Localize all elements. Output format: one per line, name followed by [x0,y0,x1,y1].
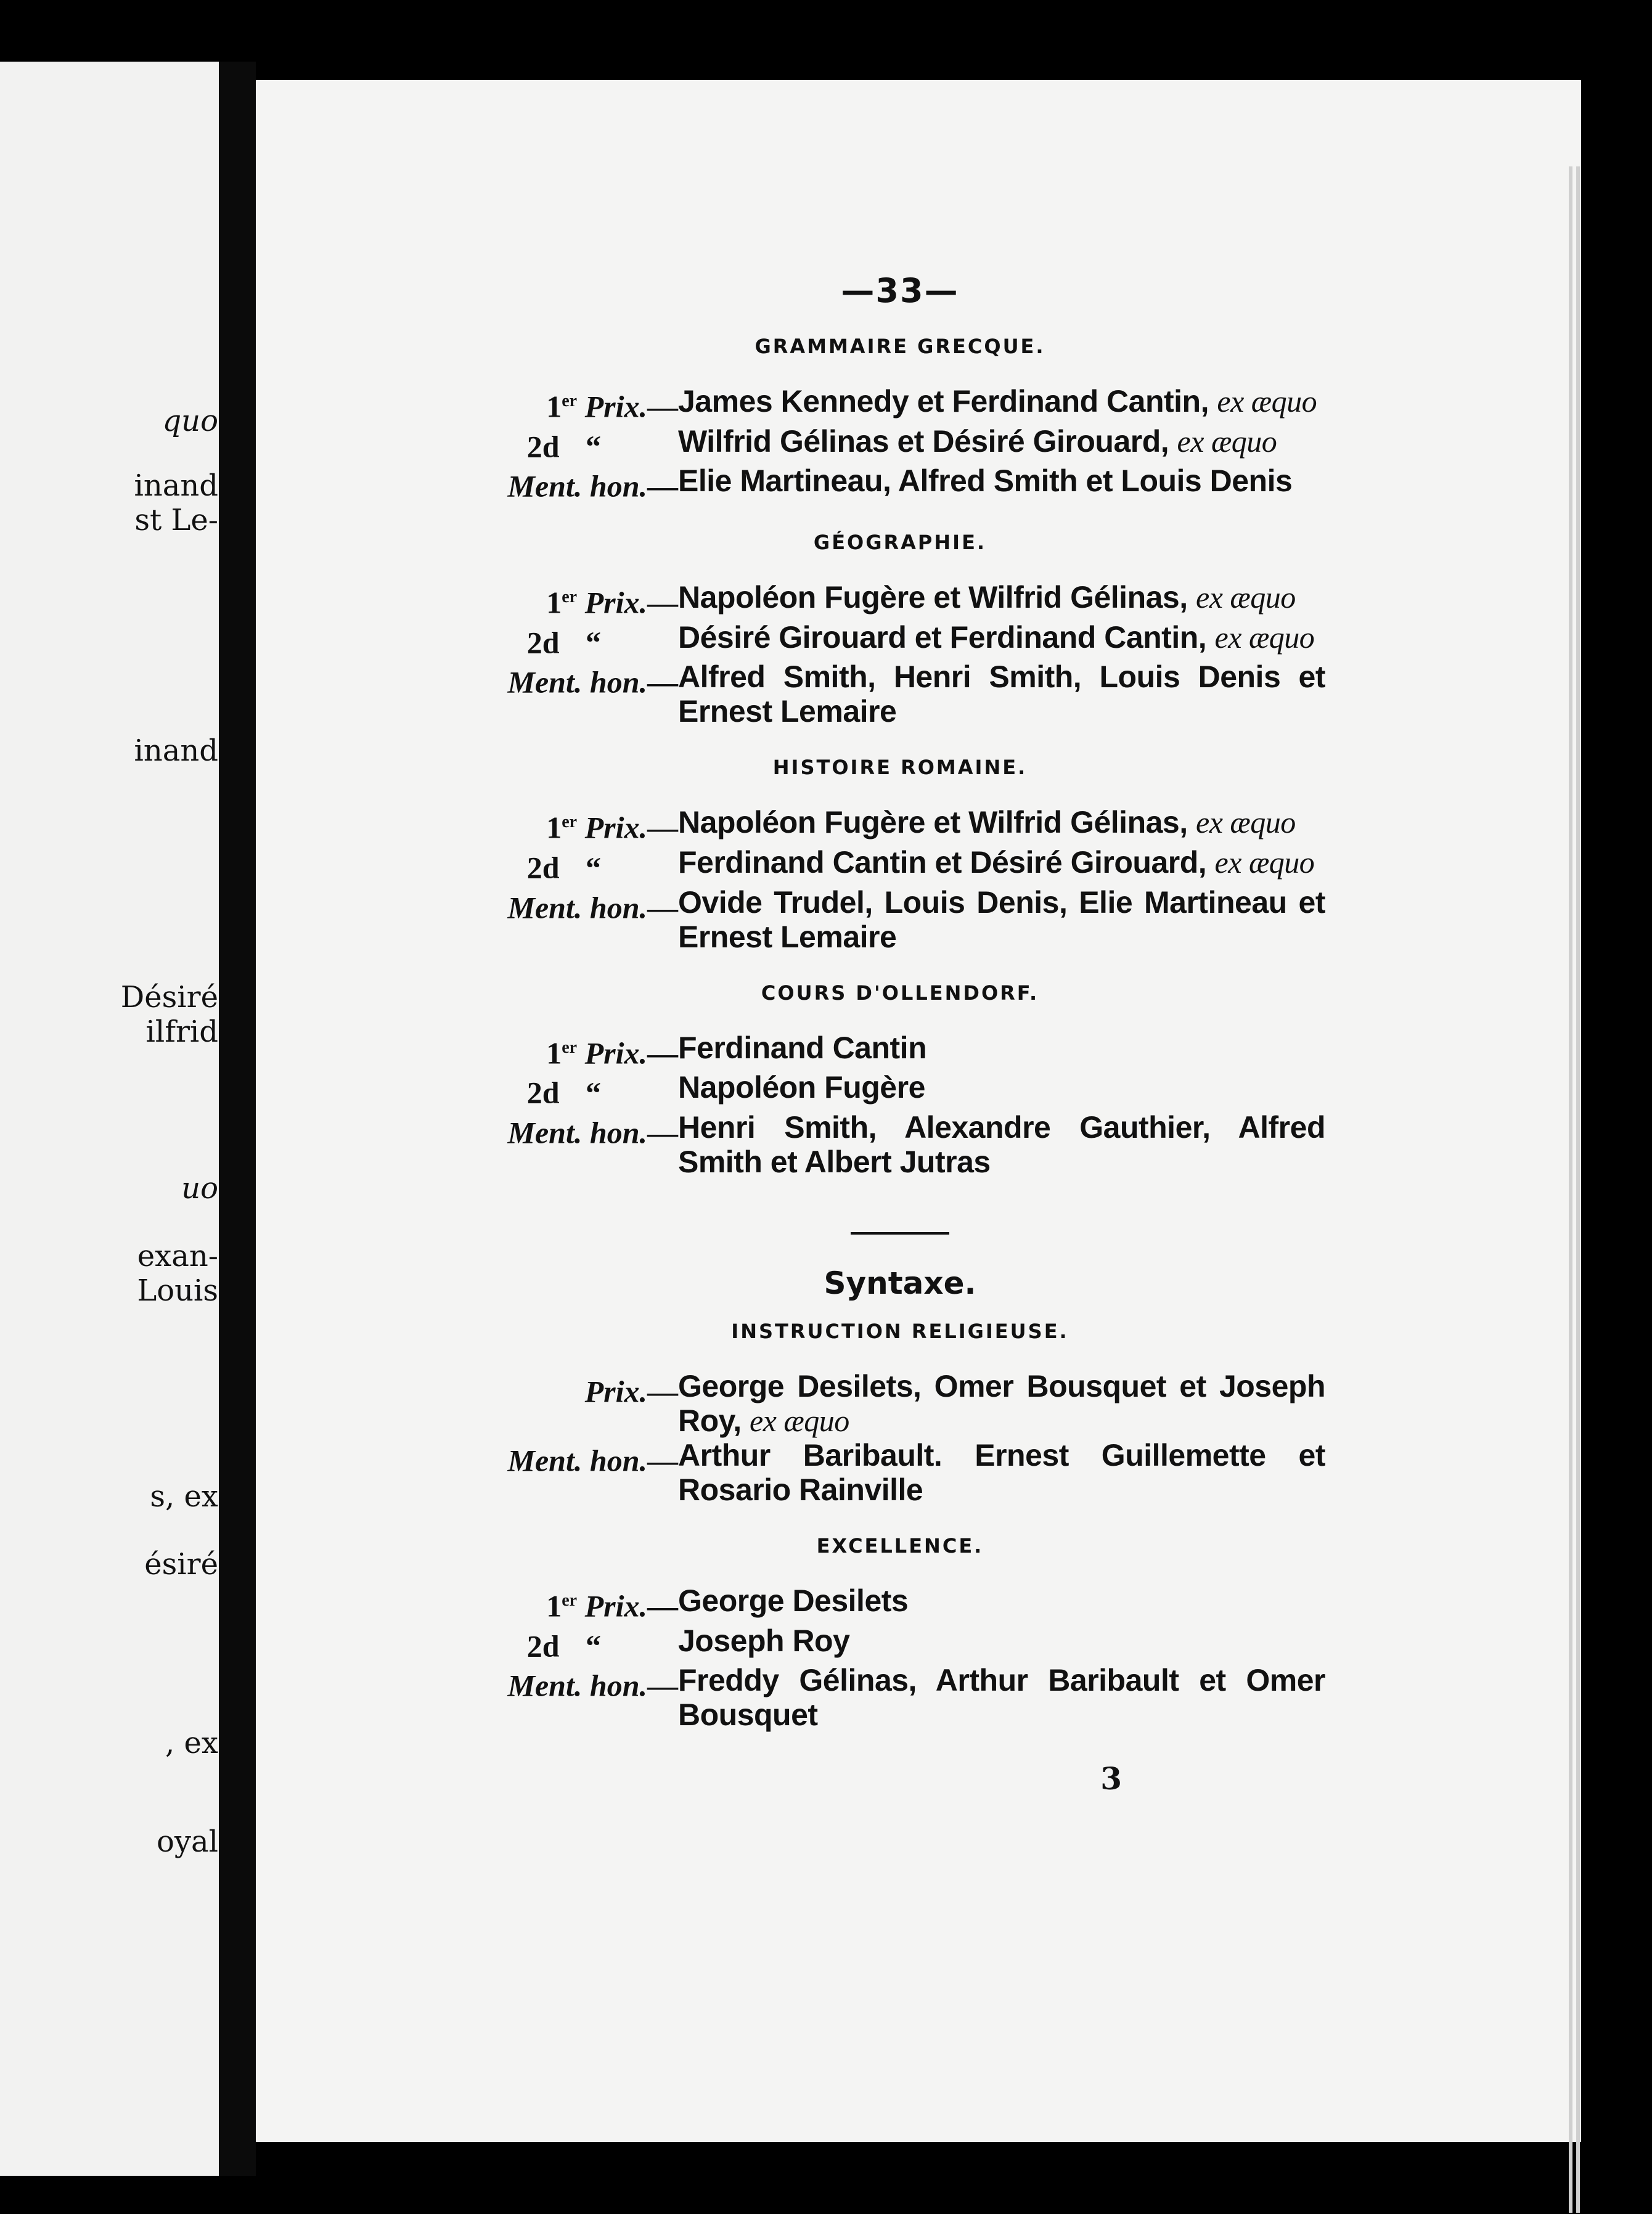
aequo-suffix: æquo [1230,579,1296,615]
prize-label [475,660,678,729]
prize-winners [678,1369,1325,1438]
section-title: COURS D'OLLENDORF. [761,981,1039,1005]
prize-rank-suffix: er [562,391,578,411]
winners-names: Arthur Baribault. Ernest Guillemette et Rosario Rainville [678,1437,1325,1507]
prize-rank: 1 [546,1588,562,1624]
signature-mark: 3 [1100,1760,1122,1797]
margin-fragment: exan- [137,1239,218,1273]
prize-label [475,1583,678,1624]
margin-fragment: ilfrid [145,1015,218,1049]
margin-fragment: oyal [157,1824,218,1859]
prize-rank: 2d [526,1628,560,1664]
prize-label [475,1438,678,1507]
prize-type: Prix. [584,389,647,424]
prize-type: Ment. hon. [507,468,647,504]
page-number: —33— [841,271,959,310]
prize-winners [678,1031,1325,1071]
prize-entry [475,424,1325,464]
winners-names: George Desilets [678,1583,909,1618]
prize-type: Prix. [584,810,647,845]
sections-upper [475,335,1325,1195]
prize-dash: — [647,810,678,845]
winners-names: Napoléon Fugère et Wilfrid Gélinas, [678,805,1196,840]
section-title: GÉOGRAPHIE. [813,530,987,554]
aequo-suffix: æquo [783,1403,849,1438]
prize-entry [475,384,1325,424]
prize-entry [475,885,1325,954]
prize-dash: — [647,664,678,700]
winners-names: Napoléon Fugère [678,1070,925,1105]
margin-fragment: s, ex [150,1479,218,1514]
winners-names: Napoléon Fugère et Wilfrid Gélinas, [678,579,1196,615]
ex-prefix: ex [1217,384,1251,419]
prize-winners [678,620,1325,660]
margin-fragment: inand [134,468,218,503]
prize-entry [475,845,1325,885]
prize-rank: 1 [546,389,562,424]
prize-rank: 1 [546,585,562,620]
prize-entry [475,1031,1325,1071]
prize-label [475,1110,678,1179]
prize-entry [475,464,1325,504]
prize-dash: “ [586,1075,601,1110]
page-edge [1576,166,1580,2213]
prize-entry [475,805,1325,845]
margin-fragment: ésiré [144,1547,218,1582]
section-gap [475,954,1325,970]
ex-prefix: ex [1196,805,1230,840]
prize-label [475,1624,678,1664]
prize-dash: — [647,585,678,620]
prize-rank-suffix: er [562,1037,578,1057]
ex-prefix: ex [1196,579,1230,615]
prize-label [475,464,678,504]
prize-label [475,384,678,424]
prize-winners [678,805,1325,845]
prize-dash: — [647,389,678,424]
prize-type: Prix. [584,1588,647,1624]
prize-entry [475,1663,1325,1732]
prize-label [475,580,678,620]
prize-dash: “ [586,429,601,464]
section-gap [475,1732,1325,1748]
prize-dash: — [647,1668,678,1703]
prize-type: Ment. hon. [507,1668,647,1703]
prize-dash: — [647,1588,678,1624]
page-edge [1569,166,1572,2213]
prize-entry [475,620,1325,660]
ex-prefix: ex [1177,423,1211,459]
section-title: HISTOIRE ROMAINE. [772,756,1028,780]
margin-fragment: st Le- [134,503,218,537]
prize-winners [678,424,1325,464]
prize-label [475,1031,678,1071]
part-title: Syntaxe. [824,1265,976,1301]
prize-rank-suffix: er [562,587,578,607]
ex-prefix: ex [750,1403,784,1438]
book-gutter [219,62,256,2176]
section-gap [475,504,1325,520]
margin-fragment: Désiré [120,980,218,1015]
prize-entry [475,580,1325,620]
ex-prefix: ex [1214,619,1249,655]
prize-label [475,1070,678,1110]
winners-names: Désiré Girouard et Ferdinand Cantin, [678,619,1215,655]
winners-names: Wilfrid Gélinas et Désiré Girouard, [678,423,1177,459]
margin-fragment: inand [134,733,218,768]
winners-names: Ferdinand Cantin [678,1030,927,1065]
prize-dash: — [647,1374,678,1409]
prize-winners [678,1110,1325,1179]
winners-names: Elie Martineau, Alfred Smith et Louis Denis [678,464,1293,499]
winners-names: Ovide Trudel, Louis Denis, Elie Martineau et Ernest Lemaire [678,884,1325,954]
prize-type: Prix. [584,585,647,620]
margin-fragment: quo [162,404,218,438]
prize-winners [678,464,1325,504]
aequo-suffix: æquo [1248,844,1315,880]
horizontal-rule [851,1232,949,1235]
prize-rank: 1 [546,1036,562,1071]
prize-dash: “ [586,625,601,660]
section-gap [475,729,1325,745]
prize-rank: 2d [526,429,560,464]
section-title: GRAMMAIRE GRECQUE. [754,335,1045,358]
prize-entry [475,660,1325,729]
page-content [475,191,1325,1797]
winners-names: Ferdinand Cantin et Désiré Girouard, [678,844,1215,880]
prize-type: Ment. hon. [507,1443,647,1478]
prize-winners [678,660,1325,729]
aequo-suffix: æquo [1251,384,1317,419]
prize-entry [475,1583,1325,1624]
section-gap [475,1507,1325,1523]
margin-fragment: , ex [165,1726,218,1760]
section-gap [475,1179,1325,1195]
prize-entry [475,1438,1325,1507]
prize-winners [678,1070,1325,1110]
ex-prefix: ex [1214,844,1249,880]
prize-rank: 2d [526,625,560,660]
prize-winners [678,580,1325,620]
left-page-fragment [0,62,235,2176]
winners-names: Alfred Smith, Henri Smith, Louis Denis et Ernest Lemaire [678,660,1325,729]
prize-rank-suffix: er [562,812,578,832]
winners-names: James Kennedy et Ferdinand Cantin, [678,384,1217,419]
section-title: INSTRUCTION RELIGIEUSE. [731,1319,1069,1343]
prize-rank: 2d [526,850,560,885]
prize-dash: — [647,1115,678,1150]
winners-names: Freddy Gélinas, Arthur Baribault et Omer Bousquet [678,1663,1325,1733]
prize-rank-suffix: er [562,1590,578,1610]
prize-winners [678,1624,1325,1664]
winners-names: Joseph Roy [678,1623,850,1658]
prize-rank: 1 [546,810,562,845]
prize-entry [475,1624,1325,1664]
prize-label [475,885,678,954]
prize-winners [678,1583,1325,1624]
prize-label [475,1369,678,1438]
prize-entry [475,1110,1325,1179]
prize-winners [678,384,1325,424]
prize-dash: “ [586,850,601,885]
prize-dash: “ [586,1628,601,1664]
prize-winners [678,845,1325,885]
prize-label [475,805,678,845]
prize-type: Ment. hon. [507,890,647,925]
prize-type: Ment. hon. [507,664,647,700]
prize-dash: — [647,1443,678,1478]
prize-label [475,620,678,660]
prize-dash: — [647,890,678,925]
prize-label [475,845,678,885]
margin-fragment: Louis [137,1273,218,1308]
winners-names: Henri Smith, Alexandre Gauthier, Alfred Smith et Albert Jutras [678,1109,1325,1179]
prize-type: Prix. [584,1036,647,1071]
prize-label [475,424,678,464]
aequo-suffix: æquo [1230,805,1296,840]
prize-winners [678,885,1325,954]
section-title: EXCELLENCE. [816,1534,984,1558]
prize-entry [475,1070,1325,1110]
prize-entry [475,1369,1325,1438]
margin-fragment: uo [181,1171,218,1206]
winners-names: George Desilets, Omer Bousquet et Joseph Roy, [678,1368,1325,1438]
prize-label [475,1663,678,1732]
prize-winners [678,1663,1325,1732]
prize-rank: 2d [526,1075,560,1110]
prize-dash: — [647,468,678,504]
aequo-suffix: æquo [1248,619,1315,655]
prize-type: Ment. hon. [507,1115,647,1150]
prize-dash: — [647,1036,678,1071]
prize-winners [678,1438,1325,1507]
sections-lower [475,1320,1325,1748]
aequo-suffix: æquo [1211,423,1277,459]
prize-type: Prix. [584,1374,647,1409]
